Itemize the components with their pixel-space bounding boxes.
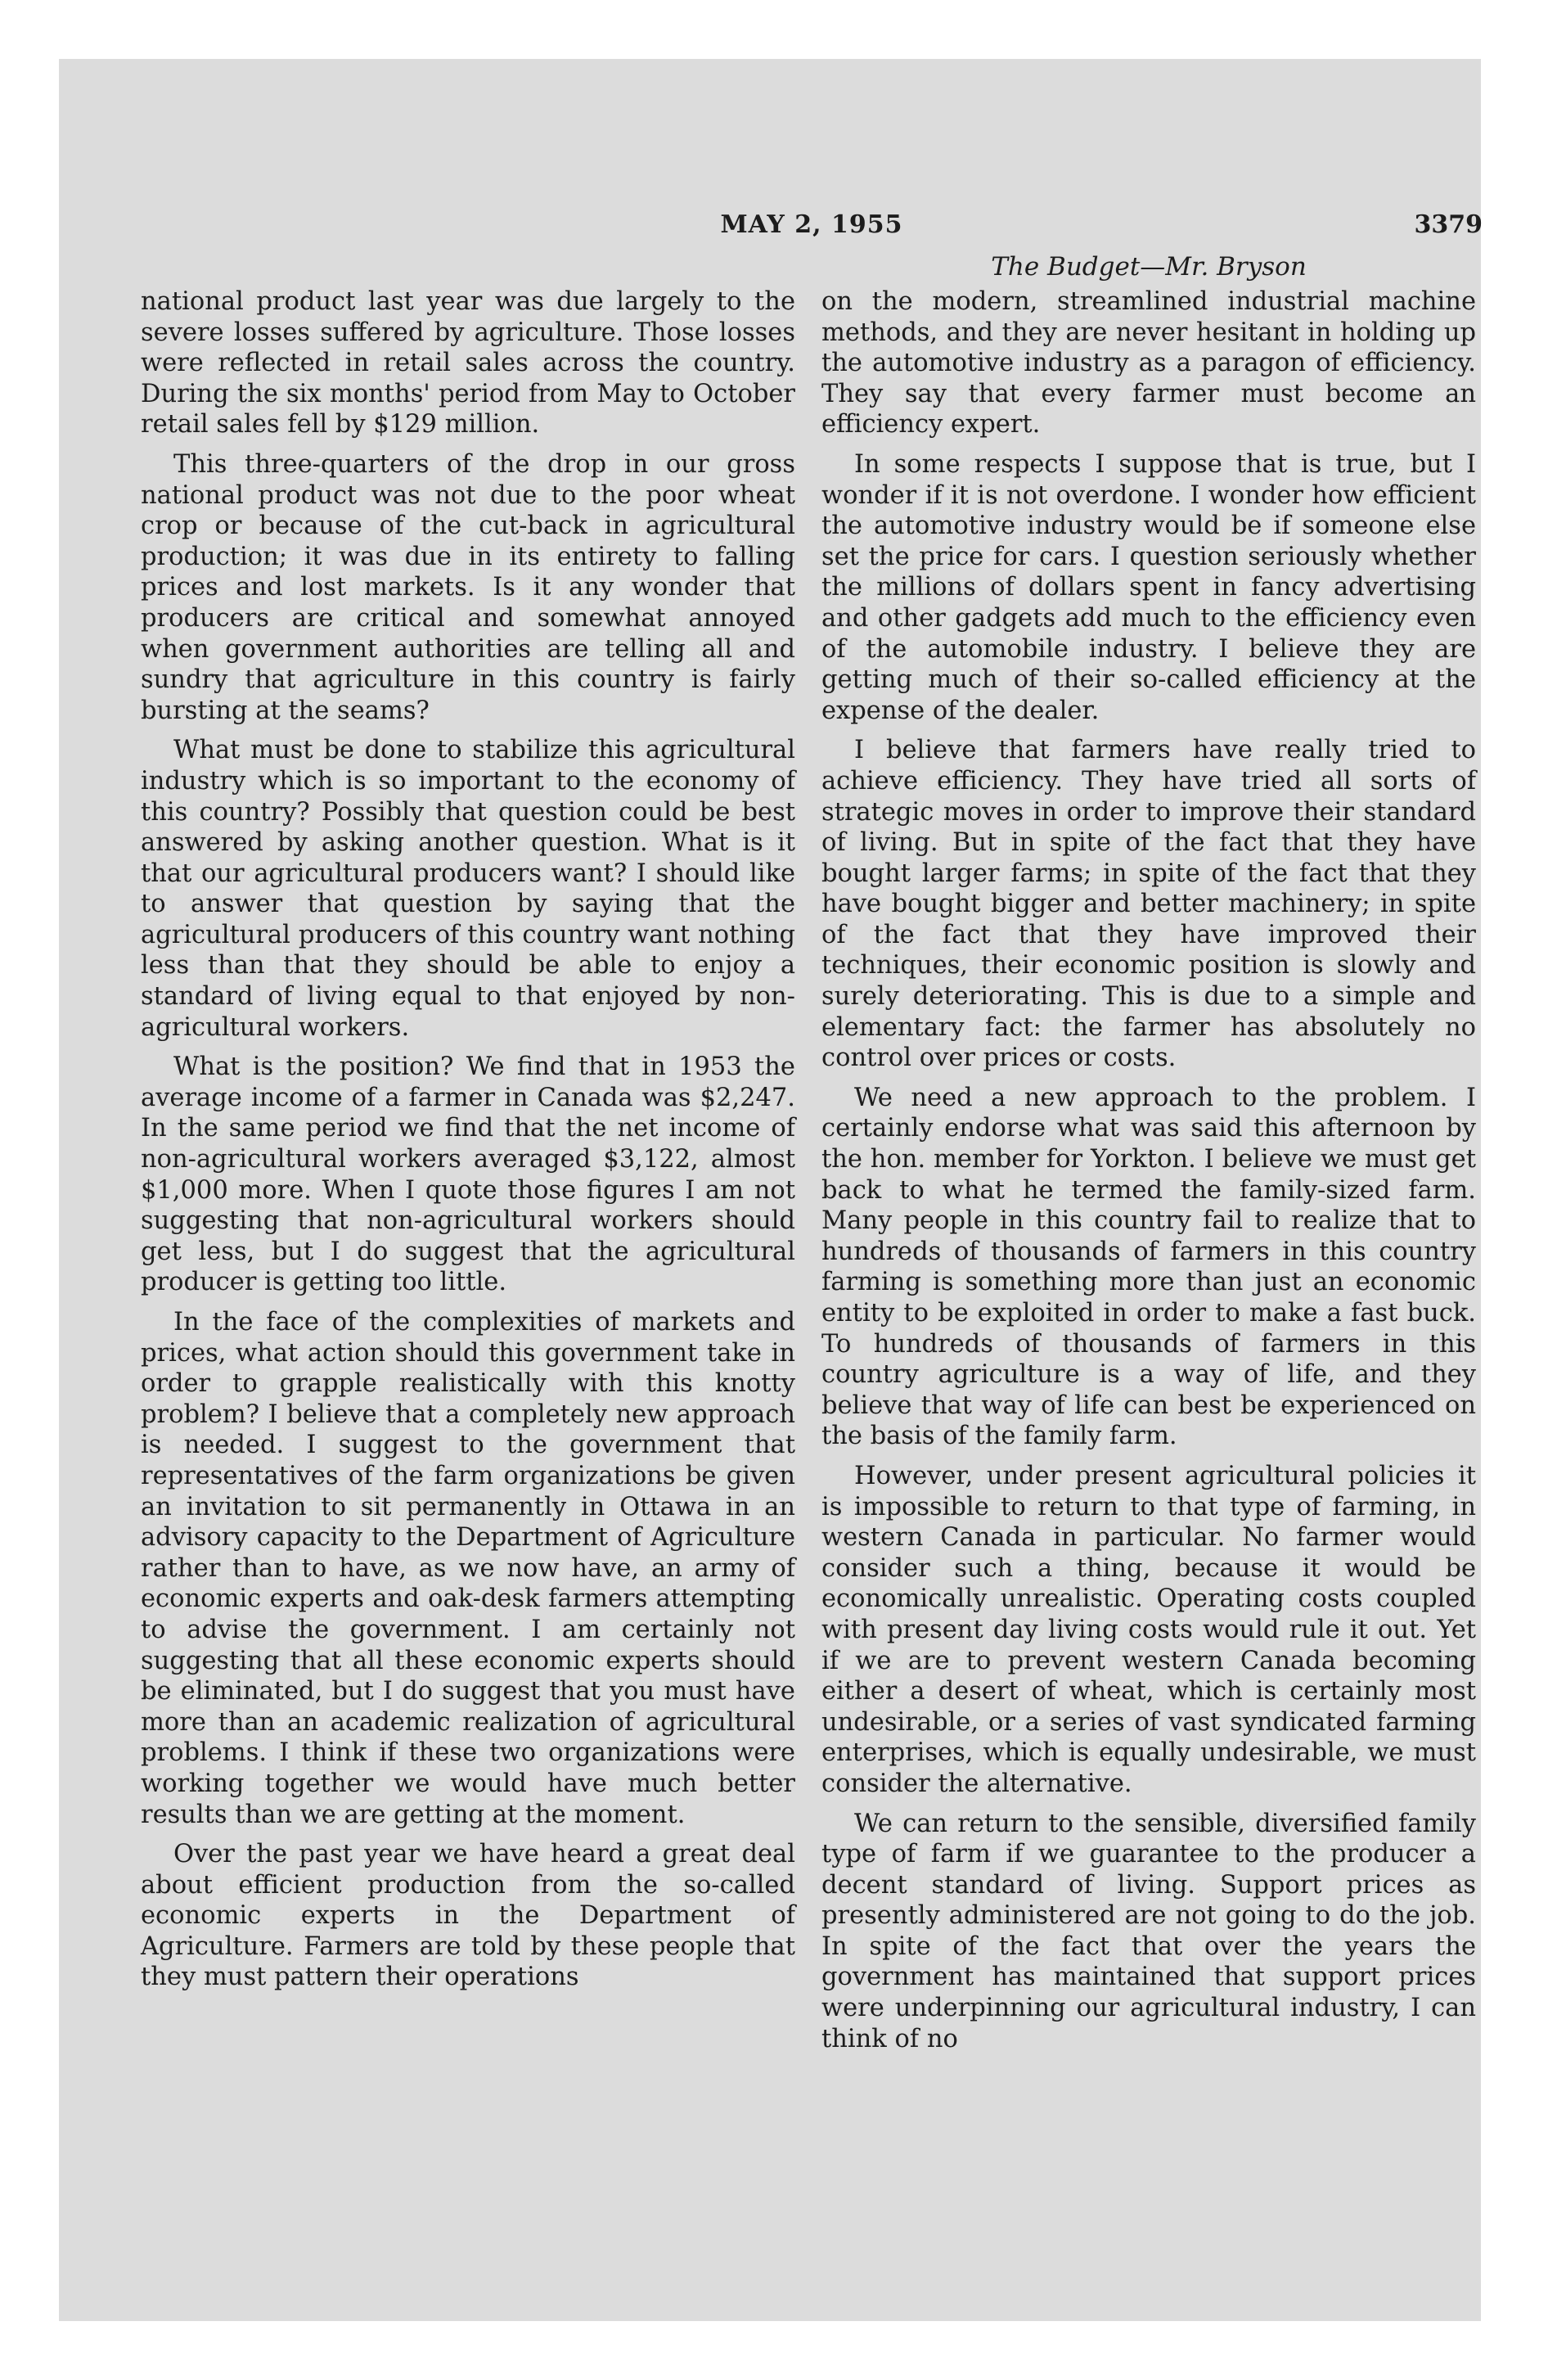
paragraph: What is the position? We find that in 1953 the average income of a farmer in Canada was $2,247. In the same period we find that the net income of non-agricultural workers averaged $3,122, almost $1,000 more. When I quote those figures I am not suggesting that non-agricultural workers should get less, but I do suggest that the agricultural producer is getting too little. bbox=[141, 1053, 795, 1297]
page-header bbox=[141, 210, 1483, 251]
paragraph: What must be done to stabilize this agricultural industry which is so important to the economy of this country? Possibly that question could be best answered by asking another question. What is it that our agricultural producers want? I should like to answer that question by saying that the agricultural producers of this country want nothing less than that they should be able to enjoy a standard of living equal to that enjoyed by non-agricultural workers. bbox=[141, 736, 795, 1042]
paragraph: This three-quarters of the drop in our gross national product was not due to the poor wheat crop or because of the cut-back in agricultural production; it was due in its entirety to falling prices and lost markets. Is it any wonder that producers are critical and somewhat annoyed when government authorities are telling all and sundry that agriculture in this country is fairly bursting at the seams? bbox=[141, 449, 795, 725]
paragraph: national product last year was due largely to the severe losses suffered by agriculture. Those losses were reflected in retail sales across the country. During the six months' period from May to October retail sales fell by $129 million. bbox=[141, 287, 795, 439]
paragraph: In the face of the complexities of markets and prices, what action should this government take in order to grapple realistically with this knotty problem? I believe that a completely new approach is needed. I suggest to the government that representatives of the farm organizations be given an invitation to sit permanently in Ottawa in an advisory capacity to the Department of Agriculture rather than to have, as we now have, an army of economic experts and oak-desk farmers attempting to advise the government. I am certainly not suggesting that all these economic experts should be eliminated, but I do suggest that you must have more than an academic realization of agricultural problems. I think if these two organizations were working together we would have much better results than we are getting at the moment. bbox=[141, 1308, 795, 1829]
paragraph: In some respects I suppose that is true, but I wonder if it is not overdone. I wonder how efficient the automotive industry would be if someone else set the price for cars. I question seriously whether the millions of dollars spent in fancy advertising and other gadgets add much to the efficiency even of the automobile industry. I believe they are getting much of their so-called efficiency at the expense of the dealer. bbox=[821, 449, 1476, 725]
paragraph: We can return to the sensible, diversified family type of farm if we guarantee to the producer a decent standard of living. Support prices as presently administered are not going to do the job. In spite of the fact that over the years the government has maintained that support prices were underpinning our agricultural industry, I can think of no bbox=[821, 1809, 1476, 2053]
paragraph: I believe that farmers have really tried to achieve efficiency. They have tried all sorts of strategic moves in order to improve their standard of living. But in spite of the fact that they have bought larger farms; in spite of the fact that they have bought bigger and better machinery; in spite of the fact that they have improved their techniques, their economic position is slowly and surely deteriorating. This is due to a simple and elementary fact: the farmer has absolutely no control over prices or costs. bbox=[821, 736, 1476, 1073]
paragraph: Over the past year we have heard a great deal about efficient production from the so-called economic experts in the Department of Agriculture. Farmers are told by these people that they must pattern their operations bbox=[141, 1840, 795, 1992]
header-date: MAY 2, 1955 bbox=[720, 210, 903, 239]
paragraph: on the modern, streamlined industrial machine methods, and they are never hesitant in holding up the automotive industry as a paragon of efficiency. They say that every farmer must become an efficiency expert. bbox=[821, 287, 1476, 439]
page-number: 3379 bbox=[1414, 210, 1483, 239]
left-column bbox=[141, 286, 795, 2002]
running-title: The Budget—Mr. Bryson bbox=[991, 252, 1307, 282]
page-sheet bbox=[59, 59, 1481, 2321]
right-column bbox=[821, 286, 1476, 2063]
paragraph: We need a new approach to the problem. I certainly endorse what was said this afternoon by the hon. member for Yorkton. I believe we must get back to what he termed the family-sized farm. Many people in this country fail to realize that to hundreds of thousands of farmers in this country farming is something more than just an economic entity to be exploited in order to make a fast buck. To hundreds of thousands of farmers in this country agriculture is a way of life, and they believe that way of life can best be experienced on the basis of the family farm. bbox=[821, 1083, 1476, 1451]
paragraph: However, under present agricultural policies it is impossible to return to that type of farming, in western Canada in particular. No farmer would consider such a thing, because it would be economically unrealistic. Operating costs coupled with present day living costs would rule it out. Yet if we are to prevent western Canada becoming either a desert of wheat, which is certainly most undesirable, or a series of vast syndicated farming enterprises, which is equally undesirable, we must consider the alternative. bbox=[821, 1461, 1476, 1798]
